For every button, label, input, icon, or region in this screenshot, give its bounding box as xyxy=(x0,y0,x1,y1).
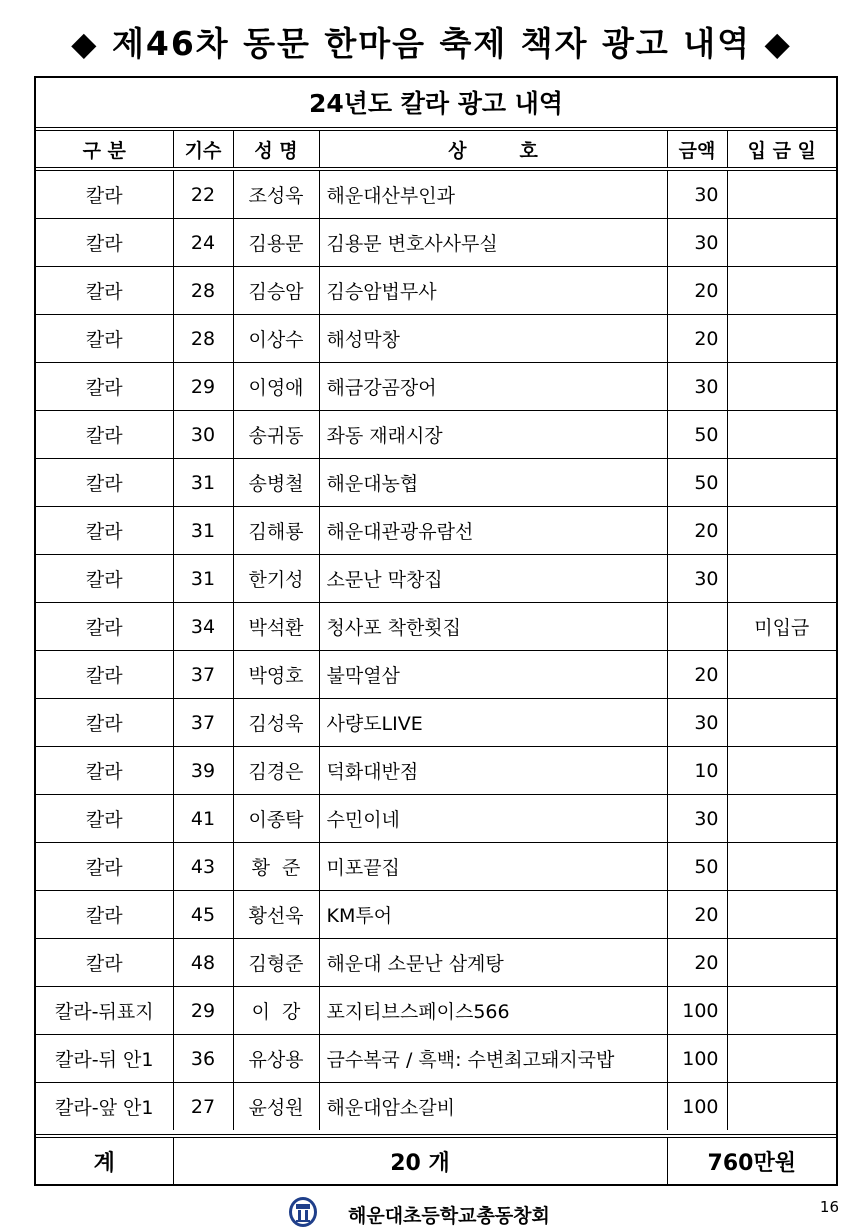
header-gen: 기수 xyxy=(173,131,233,167)
cell-gen: 22 xyxy=(173,171,233,219)
cell-gen: 30 xyxy=(173,411,233,459)
cell-shop: 덕화대반점 xyxy=(319,747,667,795)
cell-amount: 50 xyxy=(667,411,727,459)
cell-deposit xyxy=(727,651,836,699)
cell-amount: 20 xyxy=(667,507,727,555)
school-emblem-icon xyxy=(287,1196,319,1228)
page-title: ◆ 제46차 동문 한마음 축제 책자 광고 내역 ◆ xyxy=(71,24,792,63)
cell-deposit xyxy=(727,699,836,747)
organization-name: 해운대초등학교총동창회 xyxy=(348,1205,550,1227)
cell-gen: 45 xyxy=(173,891,233,939)
cell-gen: 37 xyxy=(173,651,233,699)
cell-name: 윤성원 xyxy=(233,1083,319,1131)
cell-type: 칼라-뒤표지 xyxy=(36,987,173,1035)
header-name: 성 명 xyxy=(233,131,319,167)
table-header-row xyxy=(36,131,836,167)
cell-deposit: 미입금 xyxy=(727,603,836,651)
cell-amount: 10 xyxy=(667,747,727,795)
table-row xyxy=(36,315,836,363)
cell-shop: 금수복국 / 흑백: 수변최고돼지국밥 xyxy=(319,1035,667,1083)
cell-gen: 27 xyxy=(173,1083,233,1131)
cell-shop: 김용문 변호사사무실 xyxy=(319,219,667,267)
cell-gen: 39 xyxy=(173,747,233,795)
cell-gen: 36 xyxy=(173,1035,233,1083)
cell-type: 칼라 xyxy=(36,747,173,795)
cell-amount: 30 xyxy=(667,363,727,411)
cell-shop: 해금강곰장어 xyxy=(319,363,667,411)
cell-type: 칼라 xyxy=(36,795,173,843)
cell-deposit xyxy=(727,171,836,219)
cell-type: 칼라 xyxy=(36,459,173,507)
table-row xyxy=(36,651,836,699)
cell-name: 김성욱 xyxy=(233,699,319,747)
cell-shop: 해운대암소갈비 xyxy=(319,1083,667,1131)
cell-amount: 20 xyxy=(667,651,727,699)
cell-name: 이종탁 xyxy=(233,795,319,843)
cell-gen: 37 xyxy=(173,699,233,747)
cell-deposit xyxy=(727,987,836,1035)
table-row xyxy=(36,795,836,843)
cell-shop: KM투어 xyxy=(319,891,667,939)
cell-shop: 수민이네 xyxy=(319,795,667,843)
cell-type: 칼라-뒤 안1 xyxy=(36,1035,173,1083)
cell-amount: 100 xyxy=(667,1035,727,1083)
cell-gen: 29 xyxy=(173,363,233,411)
cell-gen: 41 xyxy=(173,795,233,843)
cell-shop: 불막열삼 xyxy=(319,651,667,699)
cell-deposit xyxy=(727,363,836,411)
cell-gen: 48 xyxy=(173,939,233,987)
table-row xyxy=(36,1083,836,1131)
cell-name: 조성욱 xyxy=(233,171,319,219)
table-row xyxy=(36,507,836,555)
table-row xyxy=(36,1035,836,1083)
table-row xyxy=(36,843,836,891)
table-row xyxy=(36,939,836,987)
cell-gen: 28 xyxy=(173,267,233,315)
total-count: 20 개 xyxy=(173,1138,667,1184)
cell-name: 김승암 xyxy=(233,267,319,315)
cell-deposit xyxy=(727,459,836,507)
cell-name: 이 강 xyxy=(233,987,319,1035)
cell-shop: 해운대농협 xyxy=(319,459,667,507)
cell-shop: 사량도LIVE xyxy=(319,699,667,747)
cell-type: 칼라 xyxy=(36,411,173,459)
cell-name: 황 준 xyxy=(233,843,319,891)
cell-amount: 20 xyxy=(667,939,727,987)
cell-name: 박영호 xyxy=(233,651,319,699)
cell-shop: 미포끝집 xyxy=(319,843,667,891)
cell-deposit xyxy=(727,939,836,987)
table-subtitle: 24년도 칼라 광고 내역 xyxy=(308,89,564,118)
cell-name: 송귀동 xyxy=(233,411,319,459)
table-row xyxy=(36,219,836,267)
cell-type: 칼라 xyxy=(36,555,173,603)
cell-type: 칼라 xyxy=(36,507,173,555)
table-row xyxy=(36,459,836,507)
cell-name: 김경은 xyxy=(233,747,319,795)
cell-amount: 30 xyxy=(667,171,727,219)
header-amount: 금액 xyxy=(667,131,727,167)
table-row xyxy=(36,987,836,1035)
cell-gen: 29 xyxy=(173,987,233,1035)
table-row xyxy=(36,363,836,411)
header-type: 구 분 xyxy=(36,131,173,167)
cell-shop: 해운대 소문난 삼계탕 xyxy=(319,939,667,987)
table-row xyxy=(36,267,836,315)
table-row xyxy=(36,171,836,219)
header-table xyxy=(36,131,836,167)
cell-name: 김형준 xyxy=(233,939,319,987)
cell-amount: 30 xyxy=(667,699,727,747)
data-table xyxy=(36,171,836,1130)
cell-shop: 청사포 착한횟집 xyxy=(319,603,667,651)
cell-amount: 30 xyxy=(667,795,727,843)
cell-shop: 김승암법무사 xyxy=(319,267,667,315)
cell-amount: 30 xyxy=(667,219,727,267)
table-row xyxy=(36,699,836,747)
table-row xyxy=(36,555,836,603)
cell-gen: 24 xyxy=(173,219,233,267)
cell-deposit xyxy=(727,315,836,363)
cell-type: 칼라 xyxy=(36,267,173,315)
ad-table-frame xyxy=(34,76,838,1186)
cell-deposit xyxy=(727,411,836,459)
table-row xyxy=(36,891,836,939)
cell-deposit xyxy=(727,747,836,795)
cell-gen: 31 xyxy=(173,459,233,507)
cell-amount: 50 xyxy=(667,843,727,891)
cell-type: 칼라 xyxy=(36,315,173,363)
cell-gen: 43 xyxy=(173,843,233,891)
cell-gen: 31 xyxy=(173,555,233,603)
cell-deposit xyxy=(727,219,836,267)
page-footer xyxy=(0,1196,863,1230)
header-deposit: 입 금 일 xyxy=(727,131,836,167)
cell-type: 칼라 xyxy=(36,603,173,651)
cell-type: 칼라 xyxy=(36,363,173,411)
cell-shop: 해성막창 xyxy=(319,315,667,363)
cell-name: 이영애 xyxy=(233,363,319,411)
cell-name: 송병철 xyxy=(233,459,319,507)
cell-name: 이상수 xyxy=(233,315,319,363)
cell-name: 박석환 xyxy=(233,603,319,651)
total-label: 계 xyxy=(36,1138,173,1184)
cell-gen: 34 xyxy=(173,603,233,651)
cell-name: 황선욱 xyxy=(233,891,319,939)
cell-amount: 100 xyxy=(667,987,727,1035)
cell-shop: 좌동 재래시장 xyxy=(319,411,667,459)
total-sum: 760만원 xyxy=(667,1138,836,1184)
table-row xyxy=(36,747,836,795)
cell-shop: 포지티브스페이스566 xyxy=(319,987,667,1035)
total-table xyxy=(36,1138,836,1184)
cell-amount: 20 xyxy=(667,315,727,363)
cell-name: 김해룡 xyxy=(233,507,319,555)
cell-type: 칼라 xyxy=(36,651,173,699)
header-shop: 상 호 xyxy=(319,131,667,167)
page-number: 16 xyxy=(819,1198,839,1216)
cell-shop: 해운대관광유람선 xyxy=(319,507,667,555)
cell-deposit xyxy=(727,843,836,891)
cell-deposit xyxy=(727,507,836,555)
cell-amount: 30 xyxy=(667,555,727,603)
cell-type: 칼라 xyxy=(36,939,173,987)
cell-deposit xyxy=(727,1083,836,1131)
cell-type: 칼라 xyxy=(36,891,173,939)
cell-amount xyxy=(667,603,727,651)
cell-deposit xyxy=(727,267,836,315)
cell-amount: 100 xyxy=(667,1083,727,1131)
cell-amount: 50 xyxy=(667,459,727,507)
cell-name: 유상용 xyxy=(233,1035,319,1083)
cell-gen: 28 xyxy=(173,315,233,363)
cell-amount: 20 xyxy=(667,891,727,939)
cell-type: 칼라-앞 안1 xyxy=(36,1083,173,1131)
cell-deposit xyxy=(727,891,836,939)
cell-deposit xyxy=(727,795,836,843)
total-row xyxy=(36,1138,836,1184)
cell-shop: 소문난 막창집 xyxy=(319,555,667,603)
cell-name: 김용문 xyxy=(233,219,319,267)
cell-type: 칼라 xyxy=(36,699,173,747)
cell-shop: 해운대산부인과 xyxy=(319,171,667,219)
cell-type: 칼라 xyxy=(36,219,173,267)
cell-amount: 20 xyxy=(667,267,727,315)
cell-deposit xyxy=(727,1035,836,1083)
cell-type: 칼라 xyxy=(36,171,173,219)
table-row xyxy=(36,411,836,459)
cell-name: 한기성 xyxy=(233,555,319,603)
cell-type: 칼라 xyxy=(36,843,173,891)
cell-deposit xyxy=(727,555,836,603)
cell-gen: 31 xyxy=(173,507,233,555)
table-row xyxy=(36,603,836,651)
